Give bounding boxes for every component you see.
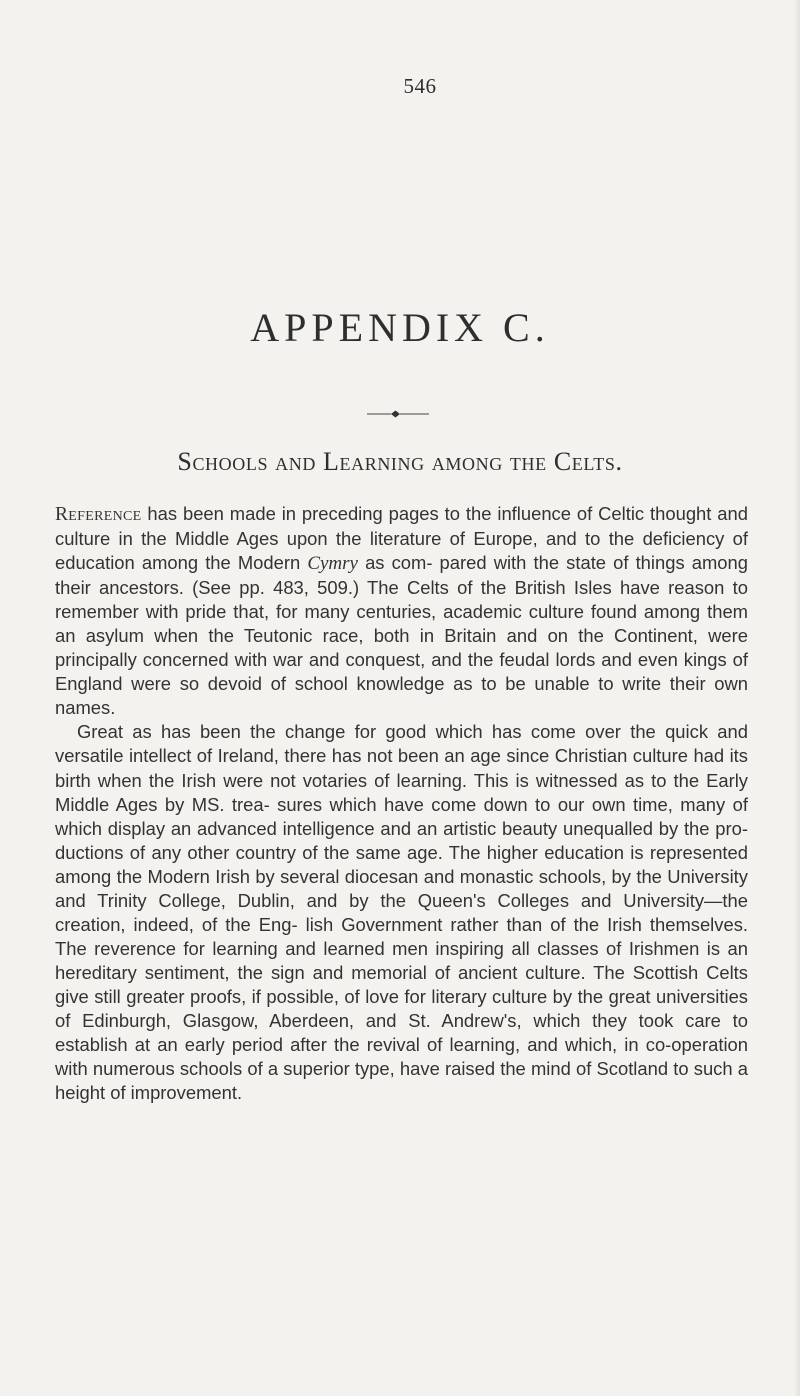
ornament-divider — [367, 408, 429, 420]
page-number: 546 — [403, 74, 437, 98]
paragraph-1 — [55, 502, 748, 720]
italic-term: Cymry — [307, 553, 358, 575]
paragraph-2: Great as has been the change for good which has come over the quick and versatile intellect of Ireland, there has not been an age since Christian culture had its birth when the Irish were not votaries of learning. This is witnessed as to the Early Middle Ages by MS. trea- sures which have come down to our own time, many of which display an advanced intelligence and an artistic beauty unequalled by the pro- ductions of any other country of the same age. The higher education is represented among the Modern Irish by several diocesan and monastic schools, by the University and Trinity College, Dublin, and by the Queen's Colleges and University—the creation, indeed, of the Eng- lish Government rather than of the Irish themselves. The reverence for learning and learned men inspiring all classes of Irishmen is an hereditary sentiment, the sign and memorial of ancient culture. The Scottish Celts give still greater proofs, if possible, of love for literary culture by the great universities of Edinburgh, Glasgow, Aberdeen, and St. Andrew's, which they took care to establish at an early period after the revival of learning, and which, in co-operation with numerous schools of a superior type, have raised the mind of Scotland to such a height of improvement. — [55, 721, 748, 1104]
paragraph-1-text-b: as com- pared with the state of things among their ancestors. (See pp. 483, 509.) The Celts of the British Isles have reason to remember with pride that, for many centuries, academic culture found among them an asylum when the Teutonic race, both in Britain and on the Continent, were principally concerned with war and conquest, and the feudal lords and even kings of England were so devoid of school knowledge as to be unable to write their own names. — [55, 552, 748, 719]
lead-word: Reference — [55, 504, 142, 525]
body-text — [55, 502, 748, 1105]
appendix-title: APPENDIX C. — [250, 305, 550, 350]
page-edge-shadow — [794, 0, 800, 1396]
section-heading: Schools and Learning among the Celts. — [177, 447, 623, 476]
ornament-diamond — [391, 411, 400, 418]
paragraph-1-text-a: has been made in preceding pages to the influence of Celtic thought and culture in the Middle Ages upon the literature of Europe, and to the deficiency of education among the Modern — [55, 503, 748, 574]
